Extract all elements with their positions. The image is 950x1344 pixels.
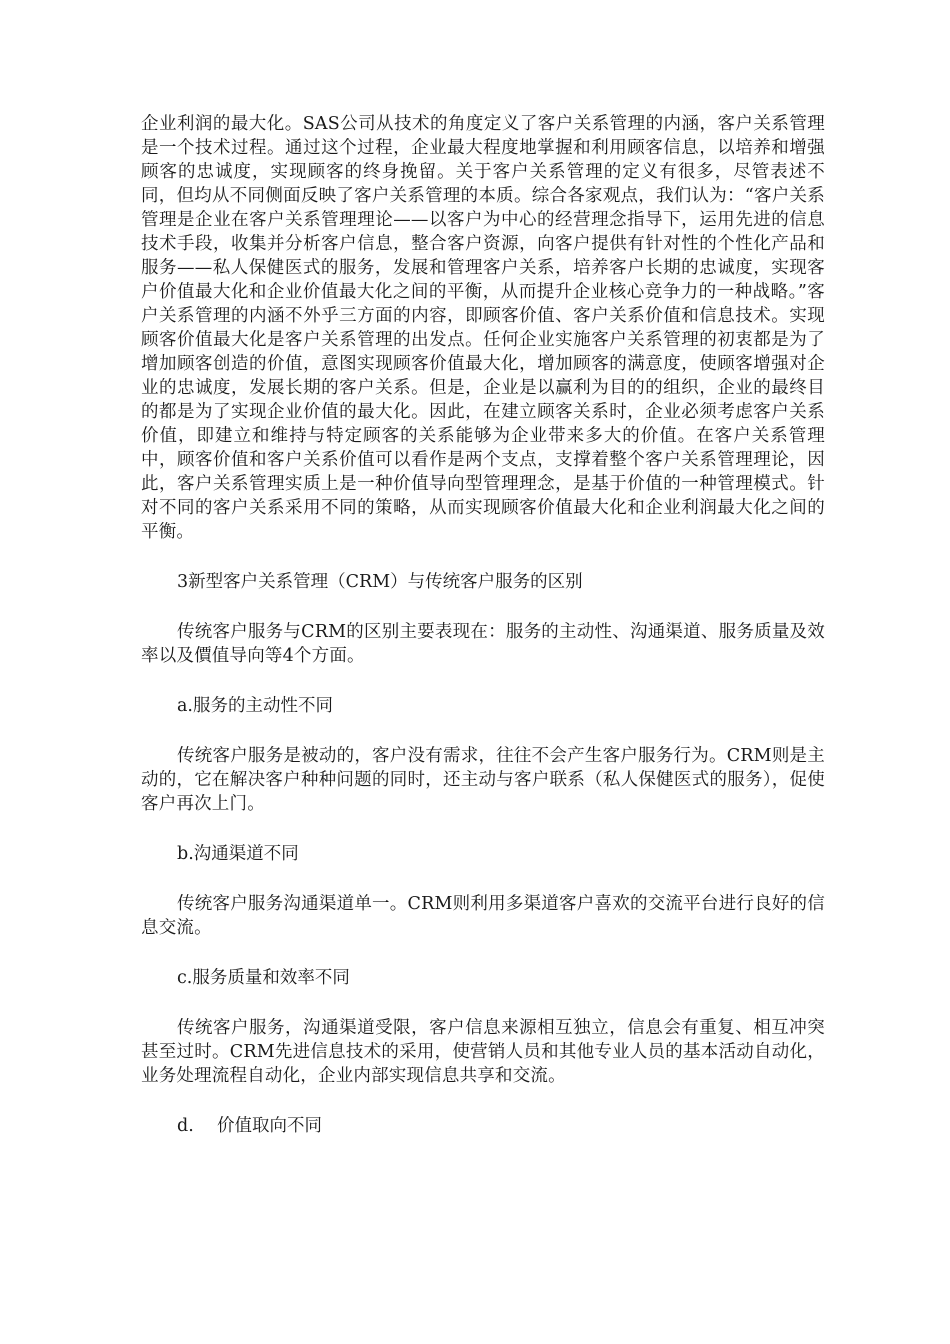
subsection-title-d: 价值取向不同 bbox=[217, 1116, 322, 1136]
subsection-heading-d bbox=[141, 1114, 825, 1138]
section-heading: 3新型客户关系管理（CRM）与传统客户服务的区别 bbox=[177, 572, 583, 592]
subsection-marker-d: d. bbox=[177, 1116, 194, 1136]
subsection-heading-c: c.服务质量和效率不同 bbox=[177, 968, 350, 988]
intro-paragraph: 企业利润的最大化。SAS公司从技术的角度定义了客户关系管理的内涵，客户关系管理是一个技术过程。通过这个过程，企业最大程度地掌握和利用顾客信息，以培养和增强顾客的忠诚度，实现顾客的终身挽留。关于客户关系管理的定义有很多，尽管表述不同，但均从不同侧面反映了客户关系管理的本质。综合各家观点，我们认为：“客户关系管理是企业在客户关系管理理论——以客户为中心的经营理念指导下，运用先进的信息技术手段，收集并分析客户信息，整合客户资源，向客户提供有针对性的个性化产品和服务——私人保健医式的服务，发展和管理客户关系，培养客户长期的忠诚度，实现客户价值最大化和企业价值最大化之间的平衡，从而提升企业核心竞争力的一种战略。”客户关系管理的内涵不外乎三方面的内容，即顾客价值、客户关系价值和信息技术。实现顾客价值最大化是客户关系管理的出发点。任何企业实施客户关系管理的初衷都是为了增加顾客创造的价值，意图实现顾客价值最大化，增加顾客的满意度，使顾客增强对企业的忠诚度，发展长期的客户关系。但是，企业是以赢利为目的的组织，企业的最终目的都是为了实现企业价值的最大化。因此，在建立顾客关系时，企业必须考虑客户关系价值，即建立和维持与特定顾客的关系能够为企业带来多大的价值。在客户关系管理中，顾客价值和客户关系价值可以看作是两个支点，支撑着整个客户关系管理理论，因此，客户关系管理实质上是一种价值导向型管理理念，是基于价值的一种管理模式。针对不同的客户关系采用不同的策略，从而实现顾客价值最大化和企业利润最大化之间的平衡。 bbox=[141, 114, 825, 542]
subsection-body-a: 传统客户服务是被动的，客户没有需求，往往不会产生客户服务行为。CRM则是主动的，它在解决客户种种问题的同时，还主动与客户联系（私人保健医式的服务），促使客户再次上门。 bbox=[141, 746, 825, 814]
document-page bbox=[141, 112, 825, 1138]
subsection-body-c: 传统客户服务，沟通渠道受限，客户信息来源相互独立，信息会有重复、相互冲突甚至过时。CRM先进信息技术的采用，使营销人员和其他专业人员的基本活动自动化，业务处理流程自动化，企业内部实现信息共享和交流。 bbox=[141, 1018, 825, 1086]
subsection-heading-a: a.服务的主动性不同 bbox=[177, 696, 333, 716]
subsection-heading-b: b.沟通渠道不同 bbox=[177, 844, 299, 864]
subsection-body-b: 传统客户服务沟通渠道单一。CRM则利用多渠道客户喜欢的交流平台进行良好的信息交流。 bbox=[141, 894, 825, 938]
section-intro-paragraph: 传统客户服务与CRM的区别主要表现在：服务的主动性、沟通渠道、服务质量及效率以及價值导向等4个方面。 bbox=[141, 622, 825, 666]
